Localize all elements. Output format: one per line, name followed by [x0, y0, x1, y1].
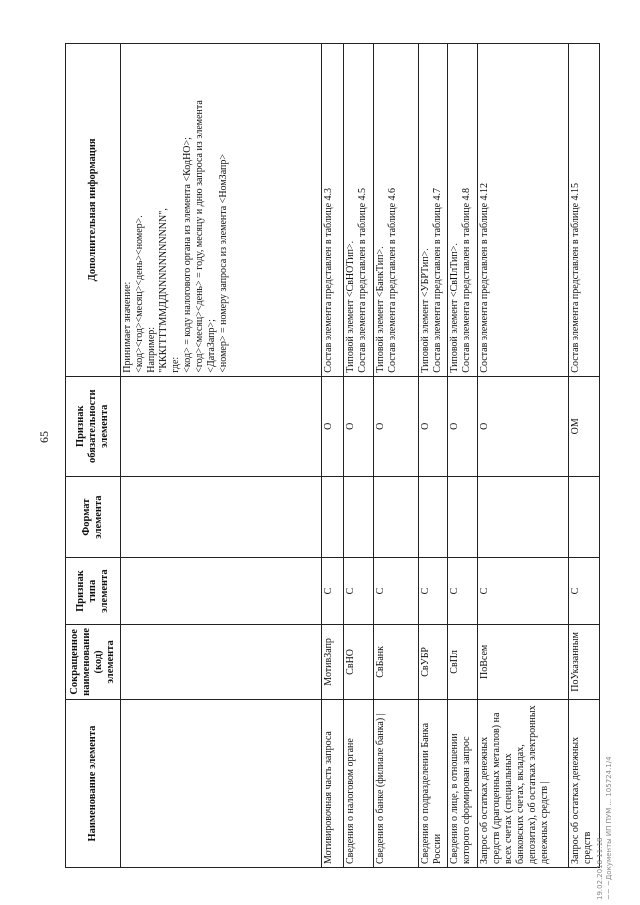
cell-element-name: Сведения о налоговом органе — [344, 700, 373, 868]
header-element-code: Сокращенное наименование (код) элемента — [66, 624, 121, 699]
cell-element-format — [344, 476, 373, 558]
cell-element-format — [448, 476, 477, 558]
cell-additional-info: Типовой элемент <БанкТип>. Состав элемента представлен в таблице 4.6 — [373, 44, 418, 377]
cell-element-required: О — [477, 376, 568, 476]
document-table-block — [65, 43, 600, 868]
table-row — [373, 44, 418, 868]
cell-additional-info: Типовой элемент <УБРТип>. Состав элемента представлен в таблице 4.7 — [419, 44, 448, 377]
cell-element-required: О — [344, 376, 373, 476]
cell-element-required: ОМ — [568, 376, 599, 476]
cell-element-type: С — [419, 558, 448, 624]
cell-element-required: О — [448, 376, 477, 476]
cell-element-required — [121, 376, 321, 476]
cell-element-name — [121, 700, 321, 868]
header-element-name: Наименование элемента — [66, 700, 121, 868]
cell-additional-info: Принимает значение: <код><год><месяц><день><номер>. Например: "КККГГГГММДДNNNNNNNNNNN", где: <код> = коду налогового органа из элемента <КодНО>; <год><месяц><день> = году, месяцу и дню запроса из элемента <ДатаЗапр>; <номер> = номеру запроса из элемента <НомЗапр> — [121, 44, 321, 377]
cell-element-type: С — [568, 558, 599, 624]
cell-element-type: С — [448, 558, 477, 624]
table-row — [477, 44, 568, 868]
cell-element-name: Сведения о банке (филиале банка) | — [373, 700, 418, 868]
cell-element-format — [321, 476, 344, 558]
cell-element-code: ПоВсем — [477, 624, 568, 699]
cell-element-type: С — [373, 558, 418, 624]
cell-element-format — [568, 476, 599, 558]
cell-element-type: С — [344, 558, 373, 624]
table-header-row — [66, 44, 121, 868]
cell-element-type: С — [321, 558, 344, 624]
document-stamp — [596, 700, 614, 900]
cell-element-format — [419, 476, 448, 558]
cell-element-type: С — [477, 558, 568, 624]
header-element-format: Формат элемента — [66, 476, 121, 558]
cell-additional-info: Состав элемента представлен в таблице 4.3 — [321, 44, 344, 377]
cell-element-code: МотивЗапр — [321, 624, 344, 699]
page-number: 65 — [37, 431, 51, 443]
cell-element-code: СвУБР — [419, 624, 448, 699]
table-row — [568, 44, 599, 868]
cell-element-name: Сведения о лице, в отношении которого сформирован запрос — [448, 700, 477, 868]
cell-element-code: ПоУказанным — [568, 624, 599, 699]
header-element-required: Признак обязательности элемента — [66, 376, 121, 476]
cell-element-name: Запрос об остатках денежных средств (драгоценных металлов) на всех счетах (специальных банковских счетах, вкладах, депозитах), об остатках электронных денежных средств | — [477, 700, 568, 868]
table-row — [121, 44, 321, 868]
cell-additional-info: Состав элемента представлен в таблице 4.15 — [568, 44, 599, 377]
table-row — [321, 44, 344, 868]
cell-additional-info: Типовой элемент <СвНОТип>. Состав элемента представлен в таблице 4.5 — [344, 44, 373, 377]
cell-additional-info: Состав элемента представлен в таблице 4.12 — [477, 44, 568, 377]
cell-element-type — [121, 558, 321, 624]
table-row — [344, 44, 373, 868]
cell-element-format — [477, 476, 568, 558]
cell-element-name: Мотивировочная часть запроса — [321, 700, 344, 868]
cell-element-code — [121, 624, 321, 699]
cell-element-required: О — [321, 376, 344, 476]
cell-element-code: СвПл — [448, 624, 477, 699]
cell-element-format — [121, 476, 321, 558]
stamp-line-1: 19.02.2018 11:18 — [596, 837, 604, 900]
cell-element-format — [373, 476, 418, 558]
stamp-line-2: ~~ ~Документы ИП ПУМ ... 105724.1/4 — [605, 756, 613, 900]
cell-element-required: О — [373, 376, 418, 476]
table-row — [448, 44, 477, 868]
cell-element-name: Сведения о подразделении Банка России — [419, 700, 448, 868]
cell-element-required: О — [419, 376, 448, 476]
table-row — [419, 44, 448, 868]
cell-element-code: СвБанк — [373, 624, 418, 699]
cell-element-name: Запрос об остатках денежных средств — [568, 700, 599, 868]
elements-table — [65, 43, 600, 868]
header-element-type: Признак типа элемента — [66, 558, 121, 624]
cell-element-code: СвНО — [344, 624, 373, 699]
header-additional-info: Дополнительная информация — [66, 44, 121, 377]
cell-additional-info: Типовой элемент <СвПлТип>. Состав элемента представлен в таблице 4.8 — [448, 44, 477, 377]
